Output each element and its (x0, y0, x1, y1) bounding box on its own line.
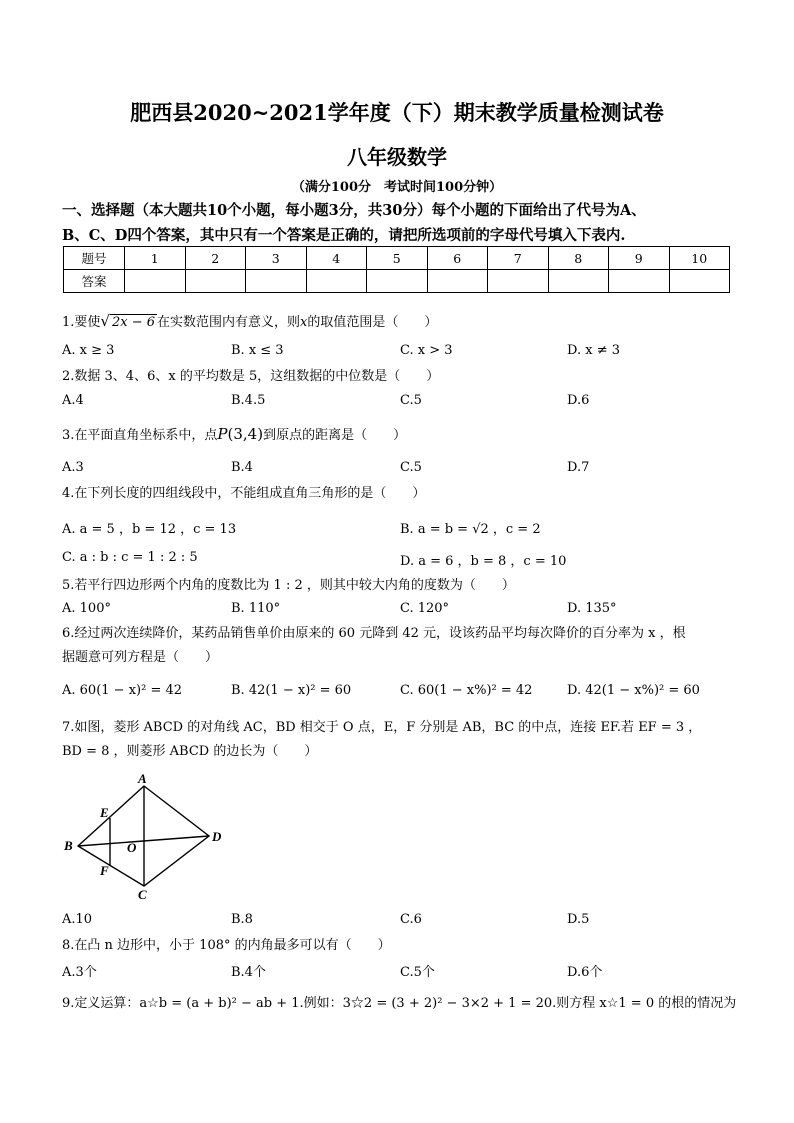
answer-table (63, 246, 730, 293)
q5-option-b: B. 110° (231, 601, 281, 616)
label-b: B (64, 838, 73, 853)
q6-option-a: A. 60(1 − x)² = 42 (62, 683, 183, 698)
q1-option-b: B. x ≤ 3 (231, 343, 284, 358)
section-line-1: 一、选择题（本大题共10个小题，每小题3分，共30分）每个小题的下面给出了代号为A、 (62, 202, 646, 219)
answer-cell[interactable] (609, 270, 670, 293)
question-7-line-2: BD = 8 ，则菱形 ABCD 的边长为（ ） (62, 744, 318, 759)
table-cell: 4 (306, 247, 367, 270)
q4-option-c: C. a : b : c = 1 : 2 : 5 (62, 550, 198, 565)
question-2: 2.数据 3、4、6、x 的平均数是 5，这组数据的中位数是（ ） (62, 369, 440, 384)
table-cell: 7 (488, 247, 549, 270)
q4-option-a: A. a = 5 ，b = 12 ，c = 13 (62, 522, 237, 537)
table-cell: 5 (367, 247, 428, 270)
q2-option-b: B.4.5 (231, 393, 266, 408)
q6-option-d: D. 42(1 − x%)² = 60 (567, 683, 700, 698)
q3-option-a: A.3 (62, 460, 84, 475)
q1-option-c: C. x > 3 (400, 343, 453, 358)
q1-option-d: D. x ≠ 3 (567, 343, 620, 358)
exam-info: （满分100分 考试时间100分钟） (291, 180, 503, 195)
q2-option-c: C.5 (400, 393, 422, 408)
q6-option-c: C. 60(1 − x%)² = 42 (400, 683, 533, 698)
table-cell: 8 (548, 247, 609, 270)
question-7-line-1: 7.如图，菱形 ABCD 的对角线 AC，BD 相交于 O 点，E，F 分别是 AB，BC 的中点，连接 EF.若 EF = 3 ， (62, 720, 702, 735)
question-6-line-1: 6.经过两次连续降价，某药品销售单价由原来的 60 元降到 42 元，设该药品平均每次降价的百分率为 x ，根 (62, 626, 686, 641)
q5-option-d: D. 135° (567, 601, 617, 616)
q3-option-b: B.4 (231, 460, 253, 475)
exam-subtitle: 八年级数学 (347, 145, 447, 169)
question-9: 9.定义运算：a☆b = (a + b)² − ab + 1.例如：3☆2 = (3 + 2)² − 3×2 + 1 = 20.则方程 x☆1 = 0 的根的情况为 (62, 996, 737, 1011)
q8-option-d: D.6个 (567, 965, 603, 980)
label-o: O (127, 840, 137, 855)
answer-cell[interactable] (669, 270, 730, 293)
question-5: 5.若平行四边形两个内角的度数比为 1 : 2 ，则其中较大内角的度数为（ ） (62, 578, 515, 593)
label-d: D (212, 829, 222, 844)
question-1: 1.要使√ 2x − 6 在实数范围内有意义，则x的取值范围是（ ） (62, 312, 438, 330)
q7-option-b: B.8 (231, 912, 253, 927)
exam-title: 肥西县2020~2021学年度（下）期末教学质量检测试卷 (130, 100, 664, 125)
answer-cell[interactable] (185, 270, 246, 293)
rhombus-figure (60, 772, 225, 902)
question-4: 4.在下列长度的四组线段中，不能组成直角三角形的是（ ） (62, 486, 426, 501)
label-e: E (100, 805, 109, 820)
q8-option-a: A.3个 (62, 965, 97, 980)
q7-option-c: C.6 (400, 912, 422, 927)
q2-option-d: D.6 (567, 393, 590, 408)
q5-option-a: A. 100° (62, 601, 111, 616)
answer-cell[interactable] (548, 270, 609, 293)
q2-option-a: A.4 (62, 393, 84, 408)
q4-option-d: D. a = 6 ，b = 8 ，c = 10 (400, 554, 567, 569)
answer-cell[interactable] (367, 270, 428, 293)
table-cell: 10 (669, 247, 730, 270)
q8-option-b: B.4个 (231, 965, 266, 980)
answer-cell[interactable] (125, 270, 186, 293)
table-cell: 1 (125, 247, 186, 270)
q7-option-a: A.10 (62, 912, 93, 927)
q1-option-a: A. x ≥ 3 (62, 343, 115, 358)
label-c: C (138, 887, 147, 902)
table-cell: 6 (427, 247, 488, 270)
answer-cell[interactable] (488, 270, 549, 293)
q3-option-d: D.7 (567, 460, 590, 475)
q4-option-b: B. a = b = √2 ，c = 2 (400, 522, 541, 537)
q3-option-c: C.5 (400, 460, 422, 475)
table-cell: 2 (185, 247, 246, 270)
answer-cell[interactable] (246, 270, 307, 293)
table-cell: 9 (609, 247, 670, 270)
question-6-line-2: 据题意可列方程是（ ） (62, 650, 219, 665)
row-label: 答案 (64, 270, 125, 293)
table-row-numbers (64, 247, 730, 270)
row-label: 题号 (64, 247, 125, 270)
answer-cell[interactable] (306, 270, 367, 293)
q5-option-c: C. 120° (400, 601, 450, 616)
answer-cell[interactable] (427, 270, 488, 293)
q8-option-c: C.5个 (400, 965, 435, 980)
question-3: 3.在平面直角坐标系中，点P(3,4)到原点的距离是（ ） (62, 425, 407, 443)
section-heading (62, 198, 742, 248)
section-line-2: B、C、D四个答案，其中只有一个答案是正确的，请把所选项前的字母代号填入下表内. (62, 227, 626, 244)
label-f: F (100, 863, 109, 878)
q7-option-d: D.5 (567, 912, 590, 927)
q6-option-b: B. 42(1 − x)² = 60 (231, 683, 352, 698)
question-8: 8.在凸 n 边形中，小于 108° 的内角最多可以有（ ） (62, 938, 391, 953)
label-a: A (138, 772, 147, 786)
table-row-answers (64, 270, 730, 293)
table-cell: 3 (246, 247, 307, 270)
